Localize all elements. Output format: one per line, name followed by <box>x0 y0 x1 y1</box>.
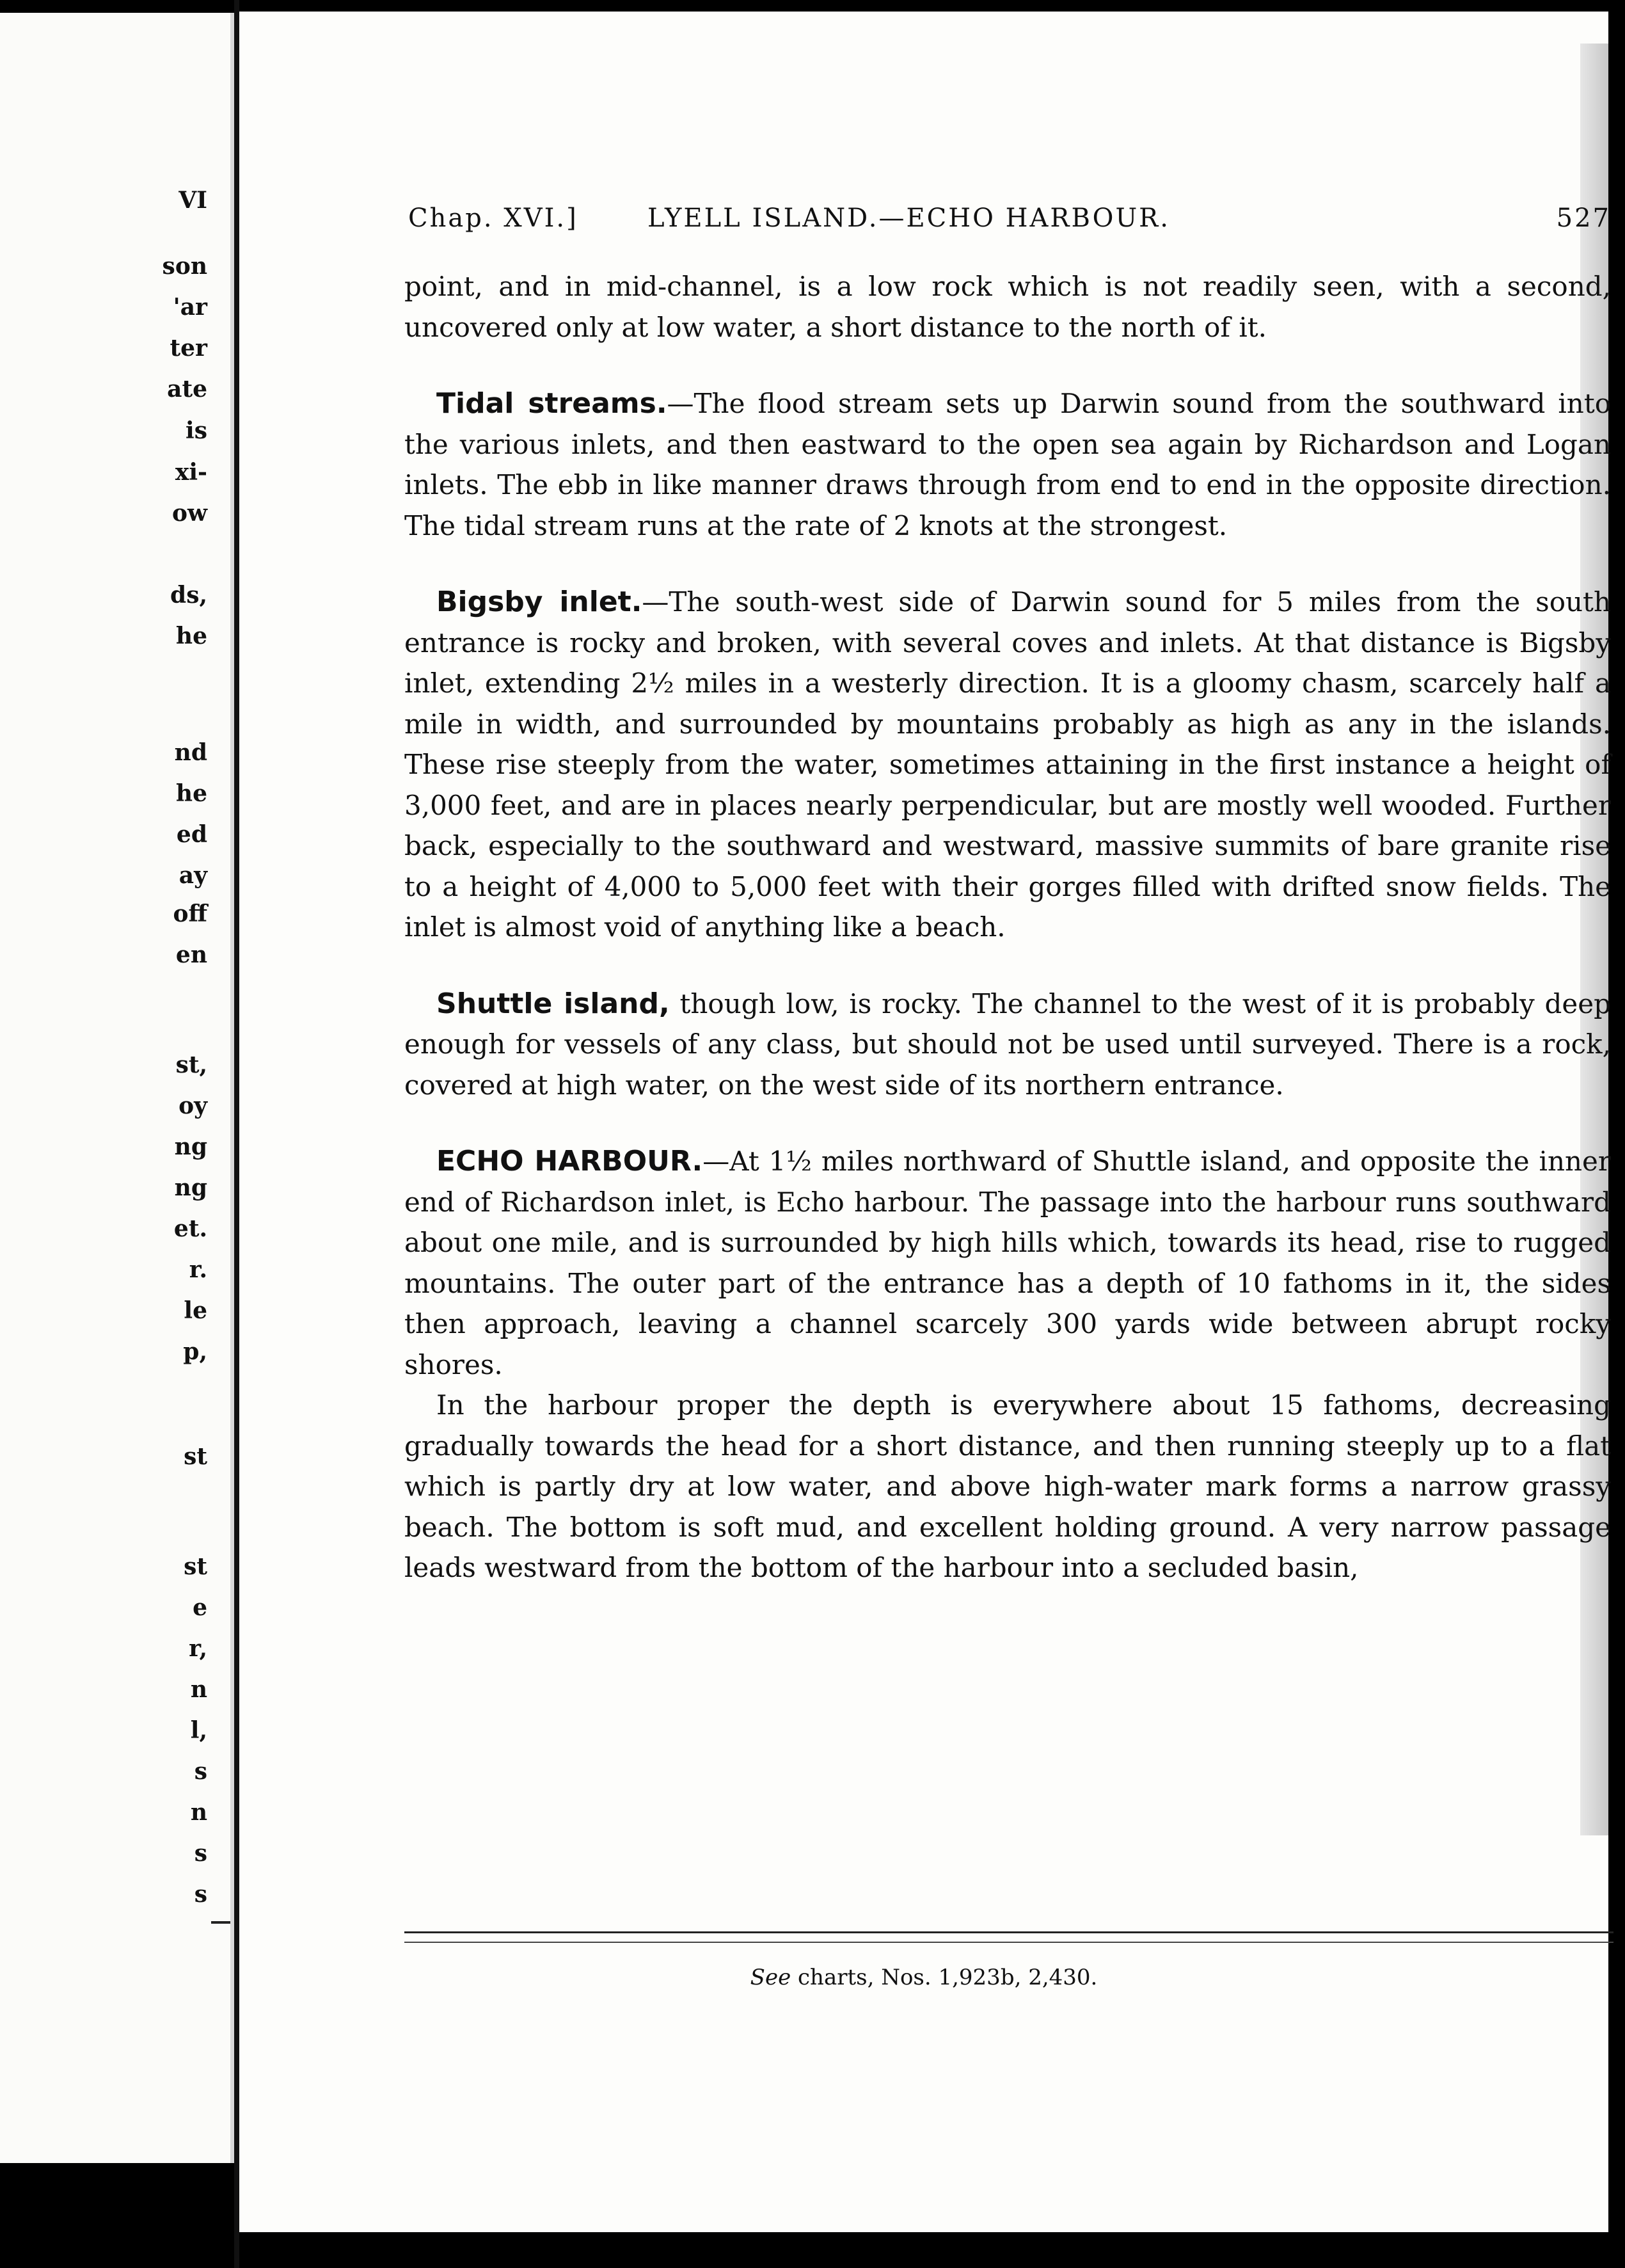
paragraph-harbour-proper: In the harbour proper the depth is everywhere about 15 fathoms, decreasing gradually towards the head for a short distance, and then running steeply up to a flat which is partly dry at low water, and above high-water mark forms a narrow grassy beach. The bottom is soft mud, and excellent holding ground. A very narrow passage leads westward from the bottom of the harbour into a secluded basin, <box>404 1389 1611 1583</box>
footnote-rule <box>404 1931 1613 1933</box>
left-page-fragment: st <box>184 1443 207 1470</box>
paragraph-bigsby-inlet <box>404 582 1611 948</box>
left-page-fragment: s <box>194 1881 207 1908</box>
left-page-fragment: 'ar <box>173 294 207 321</box>
left-page-fragment: ds, <box>170 582 207 609</box>
left-page-fragment: oy <box>178 1092 207 1119</box>
footnote-see: See <box>750 1965 791 1990</box>
left-page-fragment: st, <box>175 1051 207 1078</box>
left-page-fragment: n <box>190 1799 207 1826</box>
left-page-fragment: ter <box>170 335 207 362</box>
left-page-fragment: s <box>194 1758 207 1785</box>
running-header <box>408 204 1611 242</box>
paragraph-text: —The flood stream sets up Darwin sound from the southward into the various inlets, and then eastward to the open sea again by Richardson and Logan inlets. The ebb in like manner draws through from end to end in the opposite direction. The tidal stream runs at the rate of 2 knots at the strongest. <box>404 388 1611 541</box>
left-page-fragment: ate <box>167 376 207 403</box>
paragraph-shuttle-island <box>404 984 1611 1106</box>
left-page-fragment: n <box>190 1676 207 1703</box>
footnote-rule-thin <box>404 1942 1613 1943</box>
left-page-fragment: he <box>175 623 207 650</box>
paragraph-tidal-streams <box>404 383 1611 546</box>
left-page-fragment: xi- <box>175 459 207 486</box>
body-text <box>404 266 1611 1588</box>
left-page-fragment: r, <box>189 1635 207 1662</box>
running-title: LYELL ISLAND.—ECHO HARBOUR. <box>647 204 1171 233</box>
paragraph-continuation: point, and in mid-channel, is a low rock which is not readily seen, with a second, uncovered only at low water, a short distance to the north of it. <box>404 271 1611 343</box>
section-heading-echo-harbour: ECHO HARBOUR. <box>436 1145 703 1178</box>
left-page-fragment: en <box>175 941 207 968</box>
page-number: 527 <box>1556 204 1611 233</box>
section-heading-shuttle-island: Shuttle island, <box>436 987 670 1020</box>
left-page-fragment: le <box>184 1297 207 1324</box>
left-page-fragment: ng <box>174 1174 207 1201</box>
left-page-fragment: is <box>186 417 207 444</box>
left-page-fragment: s <box>194 1840 207 1867</box>
page-gutter <box>234 0 239 2268</box>
section-heading-bigsby-inlet: Bigsby inlet. <box>436 586 642 618</box>
chart-footnote <box>239 1965 1608 1990</box>
left-page-fragment: ng <box>174 1133 207 1160</box>
left-page-fragment: he <box>175 780 207 807</box>
left-page-fragment: ed <box>176 821 207 848</box>
left-page-fragment: e <box>193 1594 207 1621</box>
left-page-fragment: off <box>173 900 207 927</box>
left-page-fragment: et. <box>173 1215 207 1242</box>
paragraph-text: —The south-west side of Darwin sound for 5 miles from the south entrance is rocky and broken, with several coves and inlets. At that distance is Bigsby inlet, extending 2½ miles in a westerly direction. It is a gloomy chasm, scarcely half a mile in width, and surrounded by mountains probably as high as any in the islands. These rise steeply from the water, sometimes attaining in the first instance a height of 3,000 feet, and are in places nearly perpendicular, but are mostly well wooded. Further back, especially to the southward and westward, massive summits of bare granite rise to a height of 4,000 to 5,000 feet with their gorges filled with drifted snow fields. The inlet is almost void of anything like a beach. <box>404 586 1611 943</box>
paragraph-echo-harbour <box>404 1141 1611 1385</box>
left-page-edge <box>0 13 234 2163</box>
left-page-fragment: p, <box>183 1338 207 1365</box>
left-page-fragment: son <box>162 253 207 280</box>
paragraph-text: —At 1½ miles northward of Shuttle island, and opposite the inner end of Richardson inlet, is Echo harbour. The passage into the harbour runs southward about one mile, and is surrounded by high hills which, towards its head, rise to rugged mountains. The outer part of the entrance has a depth of 10 fathoms in it, the sides then approach, leaving a channel scarcely 300 yards wide between abrupt rocky shores. <box>404 1146 1611 1380</box>
footnote-text: charts, Nos. 1,923b, 2,430. <box>791 1965 1098 1990</box>
paragraph-text: though low, is rocky. The channel to the west of it is probably deep enough for vessels of any class, but should not be used until surveyed. There is a rock, covered at high water, on the west side of its northern entrance. <box>404 987 1611 1101</box>
right-page <box>239 12 1611 2232</box>
left-page-fragment: st <box>184 1553 207 1580</box>
left-page-fragment: ow <box>171 500 207 527</box>
left-page-rule <box>211 1921 230 1924</box>
section-heading-tidal-streams: Tidal streams. <box>436 387 667 420</box>
left-page-fragment: nd <box>174 739 207 766</box>
left-page-fragment: VI <box>178 187 207 214</box>
chapter-label: Chap. XVI.] <box>408 204 578 233</box>
left-page-fragment: ay <box>178 862 207 889</box>
left-page-fragment: r. <box>189 1256 207 1283</box>
left-page-fragment: l, <box>190 1717 207 1744</box>
